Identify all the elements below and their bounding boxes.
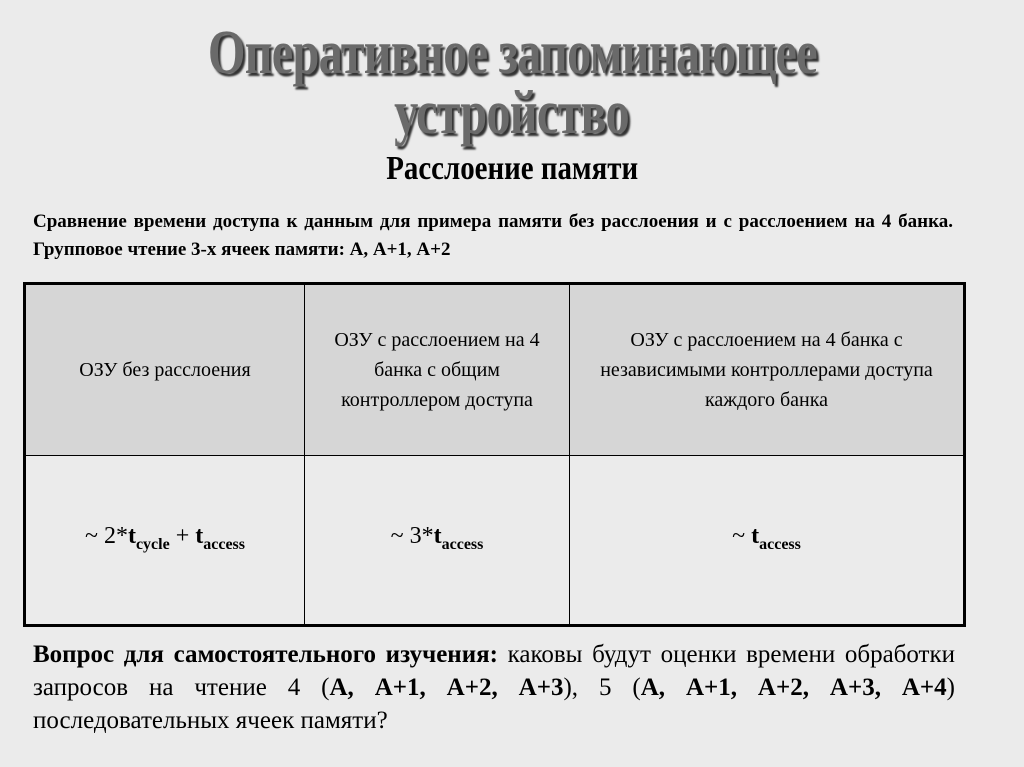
slide-title-line2: устройство [394,79,630,147]
header-independent-controllers: ОЗУ с расслоением на 4 банка с независимыми контроллерами доступа каждого банка [570,284,965,456]
intro-text: Сравнение времени доступа к данным для примера памяти без расслоения и с расслоением на 4 банка. Групповое чтение 3-х ячеек памяти: А, А+1, А+2 [33,211,953,260]
self-study-question: Вопрос для самостоятельного изучения: каковы будут оценки времени обработки запросов на чтение 4 (А, А+1, А+2, А+3), 5 (А, А+1, А+2, А+3, А+4) последовательных ячеек памяти? [33,641,955,734]
slide-title-line1: Оперативное запоминающее [207,19,817,87]
formula-independent-controllers: ~ $t_{access}$ [570,456,965,626]
slide-subtitle: Расслоение памяти [386,150,638,187]
header-shared-controller: ОЗУ с расслоением на 4 банка с общим контроллером доступа [305,284,570,456]
table-row [25,456,965,626]
table-header-row [25,284,965,456]
header-no-interleave: ОЗУ без расслоения [25,284,305,456]
formula-shared-controller: ~ $3*t_{access}$ [305,456,570,626]
comparison-table [23,282,966,627]
formula-no-interleave: ~ $2*t_{cycle} + t_{access}$ [25,456,305,626]
